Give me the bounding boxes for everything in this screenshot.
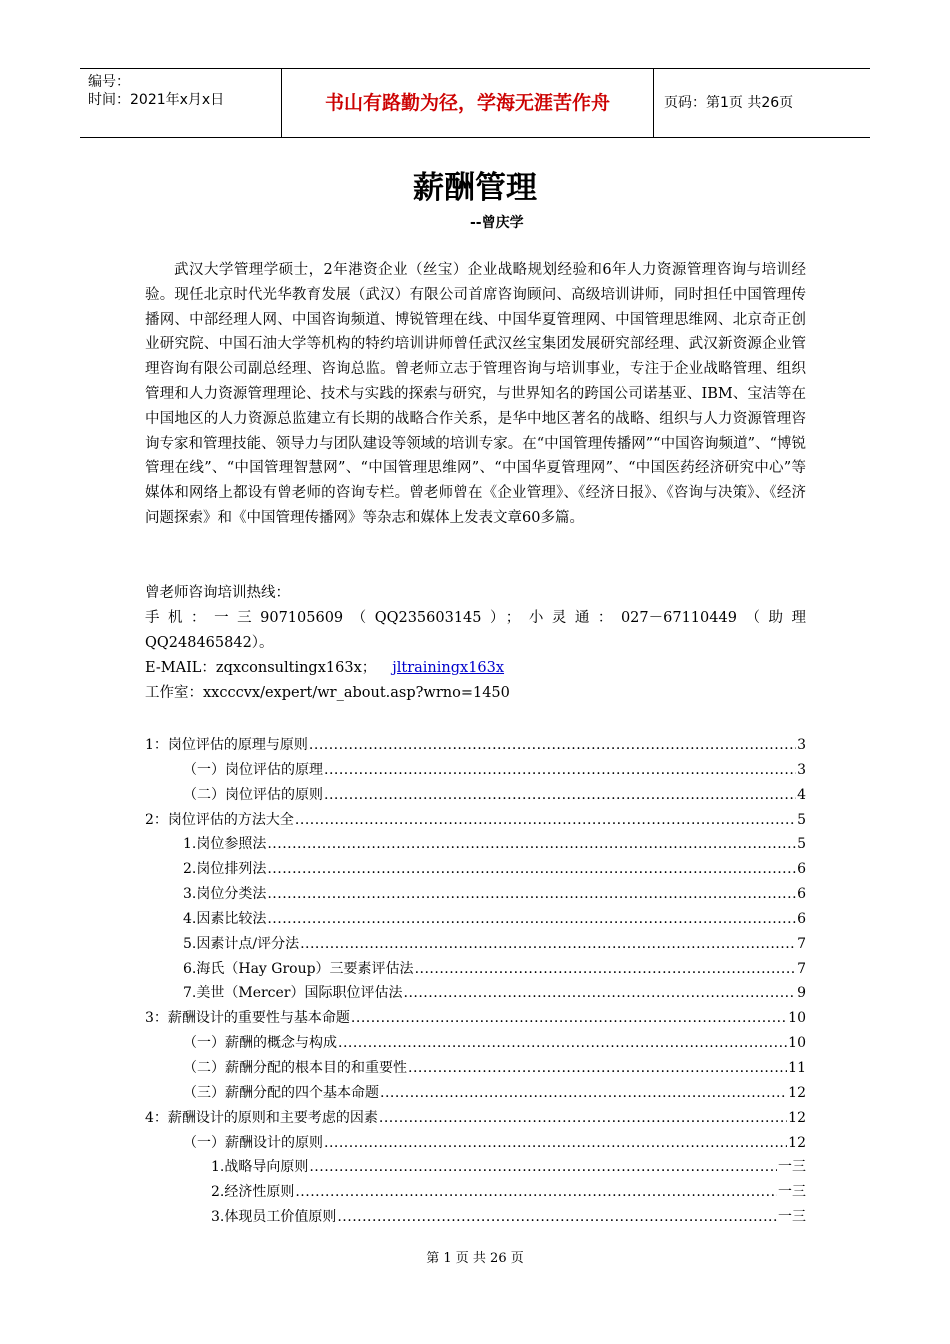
toc-leader-dots <box>267 907 796 932</box>
toc-entry-page: 10 <box>788 1035 806 1052</box>
toc-leader-dots <box>408 1056 787 1081</box>
toc-entry-page: 12 <box>788 1134 806 1151</box>
email-line <box>145 656 806 681</box>
toc-leader-dots <box>324 783 796 808</box>
toc-entry-title: 4.因素比较法 <box>183 910 267 927</box>
toc-entry[interactable] <box>145 783 806 808</box>
toc-entry-title: （三）薪酬分配的四个基本命题 <box>183 1084 379 1101</box>
page-header <box>80 68 870 138</box>
toc-entry-page: 4 <box>797 786 806 803</box>
toc-entry-page: 7 <box>797 935 806 952</box>
toc-entry-page: 12 <box>788 1084 806 1101</box>
toc-entry-page: 一三 <box>778 1159 806 1176</box>
toc-entry[interactable] <box>145 957 806 982</box>
toc-entry-title: 2.经济性原则 <box>211 1184 295 1201</box>
toc-entry[interactable] <box>145 857 806 882</box>
header-page-info: 页码：第1页 共26页 <box>664 95 794 111</box>
number-label: 编号： <box>88 74 130 90</box>
toc-leader-dots <box>404 981 797 1006</box>
toc-entry-title: （一）薪酬设计的原则 <box>183 1134 323 1151</box>
toc-leader-dots <box>324 758 796 783</box>
toc-entry[interactable] <box>145 758 806 783</box>
email-link[interactable]: jltrainingx163x <box>392 660 505 676</box>
header-meta-cell <box>80 69 282 137</box>
toc-entry-page: 3 <box>797 761 806 778</box>
toc-entry-title: 6.海氏（Hay Group）三要素评估法 <box>183 960 414 977</box>
toc-entry-page: 9 <box>797 985 806 1002</box>
toc-entry[interactable] <box>145 1180 806 1205</box>
toc-entry-title: 4：薪酬设计的原则和主要考虑的因素 <box>145 1109 378 1126</box>
hotline-label: 曾老师咨询培训热线： <box>145 585 290 601</box>
toc-leader-dots <box>324 1131 787 1156</box>
toc-entry-title: （一）岗位评估的原理 <box>183 761 323 778</box>
toc-entry-page: 6 <box>797 886 806 903</box>
toc-leader-dots <box>309 733 796 758</box>
phone-line-continued: QQ248465842）。 <box>145 635 274 651</box>
toc-entry-page: 6 <box>797 910 806 927</box>
toc-entry[interactable] <box>145 882 806 907</box>
toc-entry[interactable] <box>145 907 806 932</box>
toc-entry-title: 3.岗位分类法 <box>183 886 267 903</box>
toc-leader-dots <box>267 882 796 907</box>
document-author: --曾庆学 <box>470 215 524 231</box>
toc-entry[interactable] <box>145 1106 806 1131</box>
toc-entry-title: 2.岗位排列法 <box>183 861 267 878</box>
toc-entry-title: （一）薪酬的概念与构成 <box>183 1035 337 1052</box>
toc-entry-title: 1.战略导向原则 <box>211 1159 309 1176</box>
toc-entry[interactable] <box>145 981 806 1006</box>
toc-entry[interactable] <box>145 1131 806 1156</box>
toc-entry[interactable] <box>145 808 806 833</box>
toc-entry[interactable] <box>145 1006 806 1031</box>
toc-entry[interactable] <box>145 1056 806 1081</box>
phone-line: 手机：一三907105609（QQ235603145）；小灵通：027－67110449（助理 <box>145 610 806 626</box>
toc-entry[interactable] <box>145 1155 806 1180</box>
toc-entry-page: 7 <box>797 960 806 977</box>
toc-entry[interactable] <box>145 1081 806 1106</box>
toc-entry-title: 5.因素计点/评分法 <box>183 935 300 952</box>
toc-leader-dots <box>351 1006 787 1031</box>
toc-entry-page: 5 <box>797 836 806 853</box>
table-of-contents <box>145 733 806 1230</box>
toc-entry-page: 10 <box>788 1010 806 1027</box>
toc-leader-dots <box>337 1205 777 1230</box>
toc-leader-dots <box>295 1180 777 1205</box>
toc-entry-page: 12 <box>788 1109 806 1126</box>
toc-entry-title: 3：薪酬设计的重要性与基本命题 <box>145 1010 350 1027</box>
toc-entry[interactable] <box>145 932 806 957</box>
toc-leader-dots <box>380 1081 787 1106</box>
toc-entry-title: （二）薪酬分配的根本目的和重要性 <box>183 1059 407 1076</box>
toc-leader-dots <box>267 857 796 882</box>
document-title: 薪酬管理 <box>413 170 537 206</box>
toc-entry-page: 5 <box>797 811 806 828</box>
studio-line: 工作室：xxcccvx/expert/wr_about.asp?wrno=1450 <box>145 685 510 701</box>
toc-leader-dots <box>338 1031 787 1056</box>
toc-entry[interactable] <box>145 832 806 857</box>
toc-entry-page: 一三 <box>778 1184 806 1201</box>
toc-entry-page: 6 <box>797 861 806 878</box>
toc-leader-dots <box>415 957 797 982</box>
toc-entry-title: 1.岗位参照法 <box>183 836 267 853</box>
toc-entry-title: （二）岗位评估的原则 <box>183 786 323 803</box>
author-bio-paragraph: 武汉大学管理学硕士，2年港资企业（丝宝）企业战略规划经验和6年人力资源管理咨询与培训经验。现任北京时代光华教育发展（武汉）有限公司首席咨询顾问、高级培训讲师，同时担任中国管理传播网、中部经理人网、中国咨询频道、博锐管理在线、中国华夏管理网、中国管理思维网、北京奇正创业研究院、中国石油大学等机构的特约培训讲师曾任武汉丝宝集团发展研究部经理、武汉新资源企业管理咨询有限公司副总经理、咨询总监。曾老师立志于管理咨询与培训事业，专注于企业战略管理、组织管理和人力资源管理理论、技术与实践的探索与研究，与世界知名的跨国公司诺基亚、IBM、宝洁等在中国地区的人力资源总监建立有长期的战略合作关系，是华中地区著名的战略、组织与人力资源管理咨询专家和管理技能、领导力与团队建设等领域的培训专家。在“中国管理传播网”“中国咨询频道”、“博锐管理在线”、“中国管理智慧网”、“中国管理思维网”、“中国华夏管理网”、“中国医药经济研究中心”等媒体和网络上都设有曾老师的咨询专栏。曾老师曾在《企业管理》、《经济日报》、《咨询与决策》、《经济问题探索》和《中国管理传播网》等杂志和媒体上发表文章60多篇。 <box>145 262 806 526</box>
toc-entry-title: 2：岗位评估的方法大全 <box>145 811 294 828</box>
toc-leader-dots <box>267 832 796 857</box>
toc-leader-dots <box>300 932 796 957</box>
toc-leader-dots <box>309 1155 777 1180</box>
header-motto: 书山有路勤为径，学海无涯苦作舟 <box>282 69 654 137</box>
toc-entry[interactable] <box>145 1205 806 1230</box>
toc-entry-page: 3 <box>797 737 806 753</box>
page-footer: 第 1 页 共 26 页 <box>426 1251 524 1266</box>
toc-entry-page: 11 <box>788 1059 806 1076</box>
toc-entry-title: 1：岗位评估的原理与原则 <box>145 737 308 753</box>
toc-entry-title: 7.美世（Mercer）国际职位评估法 <box>183 985 403 1002</box>
toc-leader-dots <box>379 1106 787 1131</box>
email-label: E-MAIL：zqxconsultingx163x； <box>145 660 377 676</box>
toc-entry[interactable] <box>145 1031 806 1056</box>
toc-entry-page: 一三 <box>778 1209 806 1226</box>
toc-entry[interactable] <box>145 733 806 758</box>
toc-leader-dots <box>295 808 796 833</box>
date-label: 时间：2021年x月x日 <box>88 92 225 108</box>
toc-entry-title: 3.体现员工价值原则 <box>211 1209 337 1226</box>
